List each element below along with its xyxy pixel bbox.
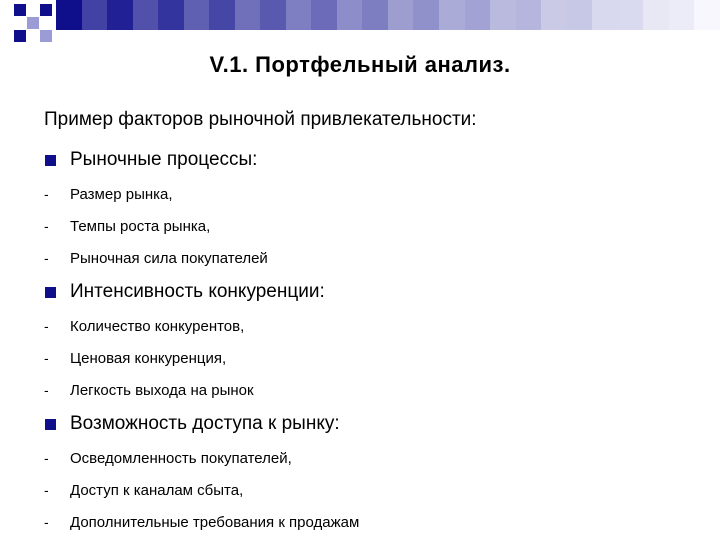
stripe-segment <box>490 0 516 30</box>
stripe-segment <box>694 0 720 30</box>
dash-bullet: - <box>44 318 49 334</box>
stripe-segment <box>413 0 439 30</box>
stripe-segment <box>337 0 363 30</box>
factor-section <box>44 274 684 406</box>
factor-list <box>44 142 684 538</box>
list-item <box>44 210 684 242</box>
list-item-label: Дополнительные требования к продажам <box>70 513 360 531</box>
factor-section <box>44 142 684 274</box>
stripe-segment <box>209 0 235 30</box>
section-heading-row <box>44 274 684 310</box>
deco-square <box>14 30 26 42</box>
intro-text: Пример факторов рыночной привлекательности: <box>44 109 477 130</box>
stripe-segment <box>260 0 286 30</box>
stripe-segment <box>541 0 567 30</box>
square-bullet-icon <box>45 155 56 166</box>
dash-bullet: - <box>44 186 49 202</box>
stripe-segment <box>643 0 669 30</box>
list-item-label: Легкость выхода на рынок <box>70 381 254 399</box>
dash-bullet: - <box>44 482 49 498</box>
stripe-segment <box>311 0 337 30</box>
stripe-segment <box>592 0 618 30</box>
stripe-segment <box>669 0 695 30</box>
list-item-label: Ценовая конкуренция, <box>70 349 227 367</box>
list-item <box>44 374 684 406</box>
stripe-segment <box>362 0 388 30</box>
square-bullet-icon <box>45 419 56 430</box>
stripe-segment <box>516 0 542 30</box>
list-item <box>44 506 684 538</box>
section-heading: Рыночные процессы: <box>70 149 258 170</box>
dash-bullet: - <box>44 514 49 530</box>
stripe-segment <box>465 0 491 30</box>
stripe-segment <box>567 0 593 30</box>
dash-bullet: - <box>44 218 49 234</box>
dash-bullet: - <box>44 350 49 366</box>
list-item <box>44 442 684 474</box>
deco-square <box>40 4 52 16</box>
dash-bullet: - <box>44 250 49 266</box>
stripe-segment <box>56 0 82 30</box>
stripe-segment <box>618 0 644 30</box>
gradient-stripe <box>56 0 720 30</box>
stripe-segment <box>133 0 159 30</box>
header-decoration <box>0 0 720 48</box>
list-item-label: Доступ к каналам сбыта, <box>70 481 244 499</box>
stripe-segment <box>158 0 184 30</box>
page-title: V.1. Портфельный анализ. <box>209 52 511 77</box>
stripe-segment <box>107 0 133 30</box>
deco-square <box>40 30 52 42</box>
list-item-label: Размер рынка, <box>70 185 173 203</box>
factor-section <box>44 406 684 538</box>
list-item-label: Осведомленность покупателей, <box>70 449 292 467</box>
list-item <box>44 178 684 210</box>
stripe-segment <box>286 0 312 30</box>
list-item <box>44 242 684 274</box>
stripe-segment <box>388 0 414 30</box>
list-item-label: Темпы роста рынка, <box>70 217 211 235</box>
section-heading: Интенсивность конкуренции: <box>70 281 325 302</box>
list-item <box>44 342 684 374</box>
stripe-segment <box>82 0 108 30</box>
stripe-segment <box>235 0 261 30</box>
list-item <box>44 310 684 342</box>
section-heading-row <box>44 406 684 442</box>
square-bullet-icon <box>45 287 56 298</box>
list-item <box>44 474 684 506</box>
deco-square <box>14 4 26 16</box>
list-item-label: Количество конкурентов, <box>70 317 245 335</box>
stripe-segment <box>184 0 210 30</box>
dash-bullet: - <box>44 450 49 466</box>
section-heading: Возможность доступа к рынку: <box>70 413 340 434</box>
stripe-segment <box>439 0 465 30</box>
dash-bullet: - <box>44 382 49 398</box>
deco-square <box>27 17 39 29</box>
list-item-label: Рыночная сила покупателей <box>70 249 268 267</box>
section-heading-row <box>44 142 684 178</box>
